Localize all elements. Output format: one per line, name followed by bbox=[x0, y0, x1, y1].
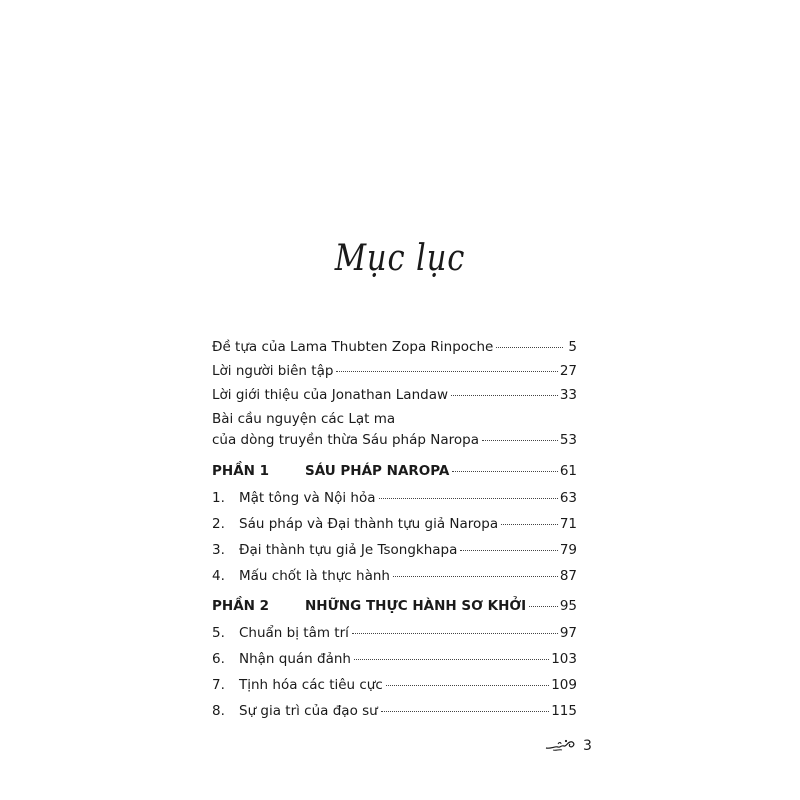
toc-entry-text: Đại thành tựu giả Je Tsongkhapa bbox=[239, 542, 458, 558]
toc-entry-page: 87 bbox=[559, 568, 577, 584]
toc-entry-page: 27 bbox=[559, 363, 577, 379]
toc-entry-page: 33 bbox=[559, 387, 577, 403]
toc-entry-page: 109 bbox=[551, 677, 577, 693]
page-title: Mục lục bbox=[334, 238, 466, 279]
toc-entry-text: Mấu chốt là thực hành bbox=[239, 568, 390, 584]
part-title: NHỮNG THỰC HÀNH SƠ KHỞI bbox=[305, 598, 527, 614]
dot-leader bbox=[393, 576, 558, 577]
chapter-number: 3. bbox=[212, 542, 225, 558]
dot-leader bbox=[386, 685, 549, 686]
toc-entry-page: 5 bbox=[568, 339, 577, 355]
dot-leader bbox=[381, 711, 550, 712]
toc-chapter[interactable] bbox=[212, 622, 577, 644]
chapter-number: 8. bbox=[212, 703, 225, 719]
chapter-number: 5. bbox=[212, 625, 225, 641]
toc-entry-text: Sự gia trì của đạo sư bbox=[239, 703, 378, 719]
toc-chapter[interactable] bbox=[212, 513, 577, 535]
toc-entry[interactable] bbox=[212, 336, 577, 358]
toc-entry-text: Tịnh hóa các tiêu cực bbox=[239, 677, 383, 693]
toc-entry-page: 103 bbox=[551, 651, 577, 667]
toc-entry-page: 71 bbox=[559, 516, 577, 532]
toc-entry-page: 63 bbox=[559, 490, 577, 506]
toc-part-heading[interactable] bbox=[212, 460, 577, 482]
chapter-number: 2. bbox=[212, 516, 225, 532]
toc-chapter[interactable] bbox=[212, 700, 577, 722]
toc-chapter[interactable] bbox=[212, 539, 577, 561]
part-label: PHẦN 2 bbox=[212, 598, 270, 614]
dot-leader bbox=[354, 659, 549, 660]
toc-entry-page: 97 bbox=[559, 625, 577, 641]
chapter-number: 1. bbox=[212, 490, 225, 506]
toc-entry-text: Chuẩn bị tâm trí bbox=[239, 625, 349, 641]
toc-entry[interactable] bbox=[212, 384, 577, 406]
toc-entry-text: Bài cầu nguyện các Lạt ma bbox=[212, 411, 396, 427]
chapter-number: 7. bbox=[212, 677, 225, 693]
toc-chapter[interactable] bbox=[212, 487, 577, 509]
toc-entry-page: 53 bbox=[559, 432, 577, 448]
part-title: SÁU PHÁP NAROPA bbox=[305, 463, 450, 479]
dot-leader bbox=[379, 498, 558, 499]
toc-entry[interactable] bbox=[212, 429, 577, 451]
toc-entry-page: 115 bbox=[551, 703, 577, 719]
dot-leader bbox=[529, 606, 558, 607]
toc-entry-page: 79 bbox=[559, 542, 577, 558]
toc-part-heading[interactable] bbox=[212, 595, 577, 617]
dot-leader bbox=[482, 440, 558, 441]
dot-leader bbox=[460, 550, 557, 551]
toc-chapter[interactable] bbox=[212, 565, 577, 587]
toc-entry-text: Nhận quán đảnh bbox=[239, 651, 351, 667]
page-footer bbox=[545, 735, 592, 757]
toc-entry-text: Mật tông và Nội hỏa bbox=[239, 490, 376, 506]
toc-chapter[interactable] bbox=[212, 674, 577, 696]
toc-entry-text: Lời người biên tập bbox=[212, 363, 334, 379]
toc-entry-page: 61 bbox=[559, 463, 577, 479]
page-number: 3 bbox=[583, 738, 592, 754]
toc-entry-text: Đề tựa của Lama Thubten Zopa Rinpoche bbox=[212, 339, 494, 355]
chapter-number: 4. bbox=[212, 568, 225, 584]
chapter-number: 6. bbox=[212, 651, 225, 667]
dot-leader bbox=[336, 371, 557, 372]
toc-chapter[interactable] bbox=[212, 648, 577, 670]
dot-leader bbox=[352, 633, 558, 634]
toc-entry-text: của dòng truyền thừa Sáu pháp Naropa bbox=[212, 432, 479, 448]
flourish-ornament-icon bbox=[545, 736, 579, 756]
toc-entry-text: Sáu pháp và Đại thành tựu giả Naropa bbox=[239, 516, 499, 532]
toc-entry[interactable] bbox=[212, 360, 577, 382]
toc-entry-page: 95 bbox=[559, 598, 577, 614]
dot-leader bbox=[496, 347, 563, 348]
part-label: PHẦN 1 bbox=[212, 463, 270, 479]
dot-leader bbox=[501, 524, 558, 525]
toc-entry-text: Lời giới thiệu của Jonathan Landaw bbox=[212, 387, 449, 403]
dot-leader bbox=[452, 471, 557, 472]
dot-leader bbox=[451, 395, 558, 396]
toc-entry-line1[interactable] bbox=[212, 408, 577, 430]
